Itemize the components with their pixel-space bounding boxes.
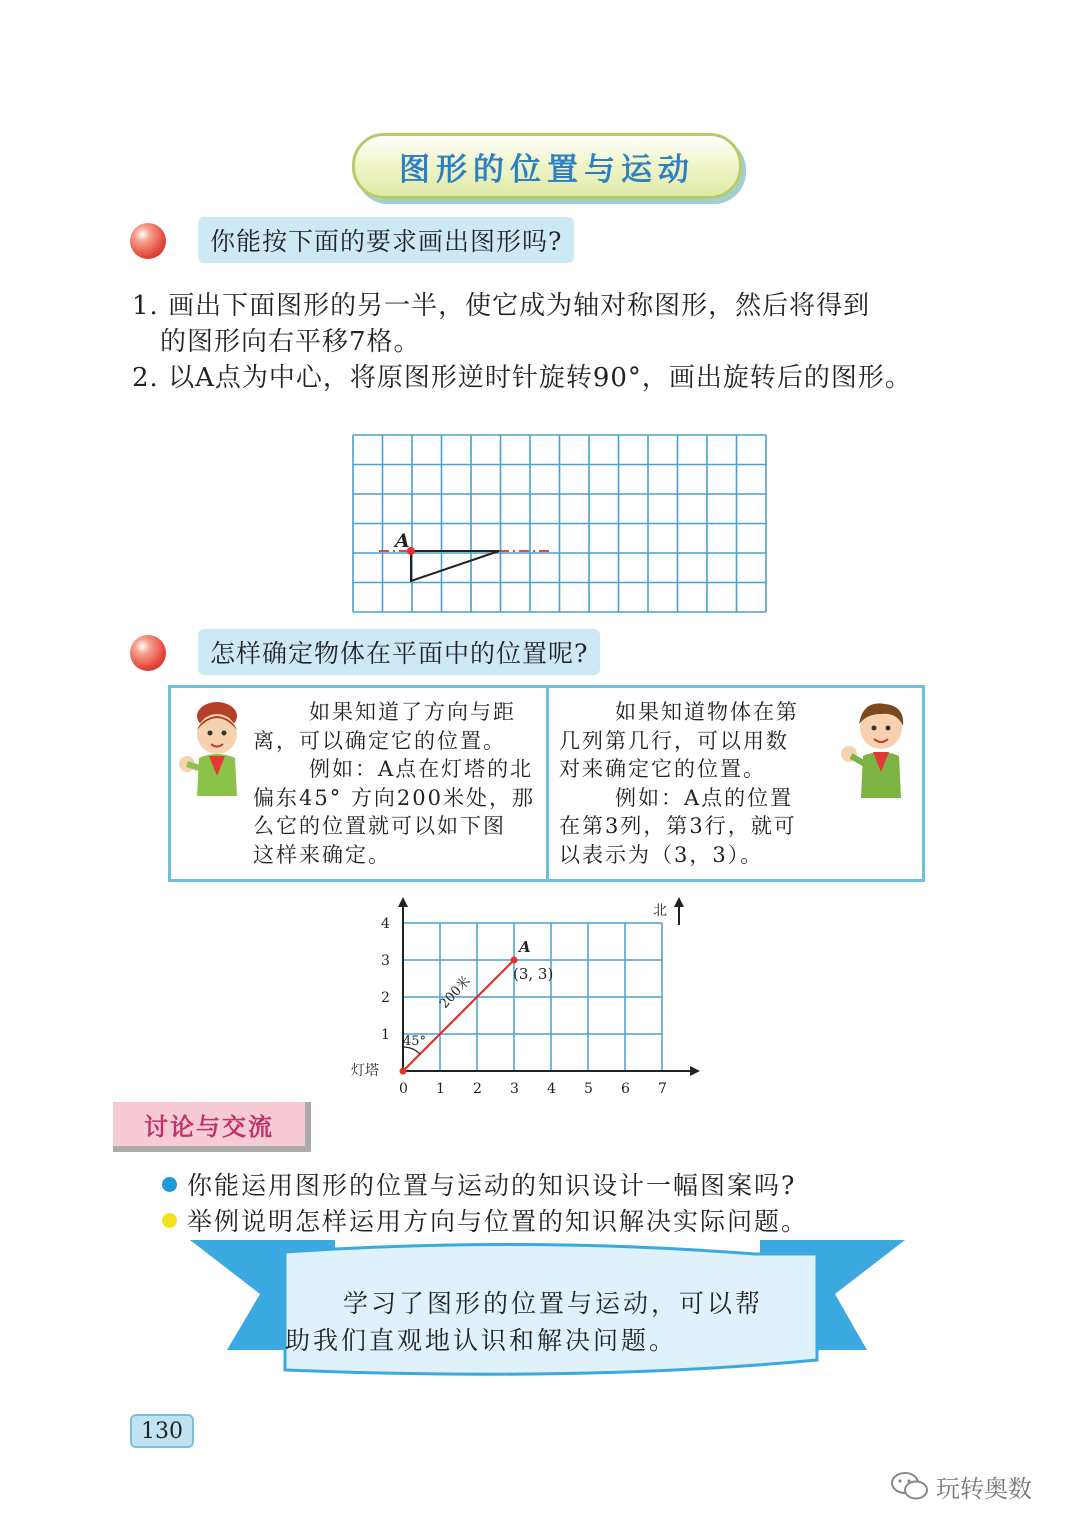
boy-avatar-icon (841, 694, 921, 798)
left-bubble-line: 偏东45° 方向200米处，那 (253, 785, 535, 810)
page-number: 130 (130, 1414, 194, 1448)
page-title: 图形的位置与运动 (399, 151, 695, 188)
left-speech-box (168, 685, 549, 882)
summary-line-1: 学习了图形的位置与运动，可以帮 (343, 1289, 764, 1318)
series-point (400, 1068, 407, 1075)
half-triangle (411, 551, 499, 581)
task-1-line-1: 1. 画出下面图形的另一半，使它成为轴对称图形，然后将得到 (132, 291, 871, 321)
question-box-2 (198, 629, 600, 675)
discussion-item-text: 举例说明怎样运用方向与位置的知识解决实际问题。 (187, 1207, 809, 1236)
north-arrow-icon (674, 897, 684, 907)
page-title-pill (352, 133, 742, 199)
x-tick-label: 0 (399, 1081, 408, 1097)
girl-avatar-icon (177, 696, 255, 796)
left-bubble-line: 么它的位置就可以如下图 (253, 814, 506, 838)
red-ball-icon (130, 635, 166, 671)
distance-label: 200米 (436, 973, 474, 1012)
y-tick-label: 2 (381, 990, 390, 1006)
right-bubble-line: 对来确定它的位置。 (559, 757, 766, 781)
x-tick-label: 7 (658, 1081, 667, 1097)
question-1-text: 你能按下面的要求画出图形吗? (210, 227, 563, 256)
x-tick-label: 2 (473, 1081, 482, 1097)
y-tick-label: 4 (381, 916, 390, 932)
yellow-dot-icon (162, 1213, 177, 1228)
discussion-tab (113, 1102, 311, 1152)
right-bubble-line: 以表示为（3，3）。 (559, 842, 764, 867)
y-axis-arrow (398, 897, 408, 907)
right-bubble-text (559, 698, 844, 869)
left-bubble-line: 这样来确定。 (253, 842, 391, 867)
y-tick-label: 1 (381, 1027, 390, 1043)
left-bubble-line: 例如：A点在灯塔的北 (309, 757, 534, 781)
wechat-icon (890, 1470, 930, 1502)
left-bubble-line: 离，可以确定它的位置。 (253, 728, 506, 753)
chart-point-a-label: A (519, 938, 531, 956)
summary-text (285, 1285, 815, 1359)
x-tick-label: 5 (584, 1081, 593, 1097)
right-bubble-line: 如果知道物体在第 (615, 700, 799, 724)
coord-label: (3, 3) (513, 965, 554, 983)
left-bubble-line: 如果知道了方向与距 (309, 700, 516, 724)
watermark-text: 玩转奥数 (936, 1474, 1032, 1503)
task-1-line-2: 的图形向右平移7格。 (160, 327, 421, 357)
right-bubble-line: 例如：A点的位置 (615, 785, 794, 810)
angle-label: 45° (403, 1034, 427, 1049)
task-2: 2. 以A点为中心，将原图形逆时针旋转90°，画出旋转后的图形。 (132, 363, 912, 393)
summary-line-2: 助我们直观地认识和解决问题。 (285, 1326, 678, 1355)
blue-dot-icon (162, 1177, 177, 1192)
question-box-1 (198, 217, 574, 263)
right-speech-box (546, 685, 925, 882)
x-tick-label: 4 (547, 1081, 556, 1097)
red-ball-icon (130, 223, 166, 259)
discussion-item-1 (162, 1166, 796, 1202)
grid-lines (353, 435, 766, 612)
north-label: 北 (653, 903, 667, 919)
point-a-label: A (395, 530, 410, 552)
discussion-tab-label: 讨论与交流 (144, 1112, 274, 1141)
right-bubble-line: 几列第几行，可以用数 (559, 728, 789, 753)
x-axis-arrow (690, 1066, 700, 1076)
origin-label: 灯塔 (351, 1063, 379, 1079)
watermark (890, 1466, 1060, 1506)
x-tick-label: 3 (510, 1081, 519, 1097)
discussion-item-text: 你能运用图形的位置与运动的知识设计一幅图案吗? (187, 1171, 797, 1200)
drawing-grid (351, 433, 769, 613)
series-point (511, 957, 518, 964)
coordinate-chart (345, 893, 705, 1098)
x-tick-label: 6 (621, 1081, 630, 1097)
x-tick-label: 1 (436, 1081, 445, 1097)
left-bubble-text (253, 698, 545, 869)
y-tick-label: 3 (381, 953, 390, 969)
question-2-text: 怎样确定物体在平面中的位置呢? (210, 639, 589, 668)
right-bubble-line: 在第3列，第3行，就可 (559, 814, 797, 838)
